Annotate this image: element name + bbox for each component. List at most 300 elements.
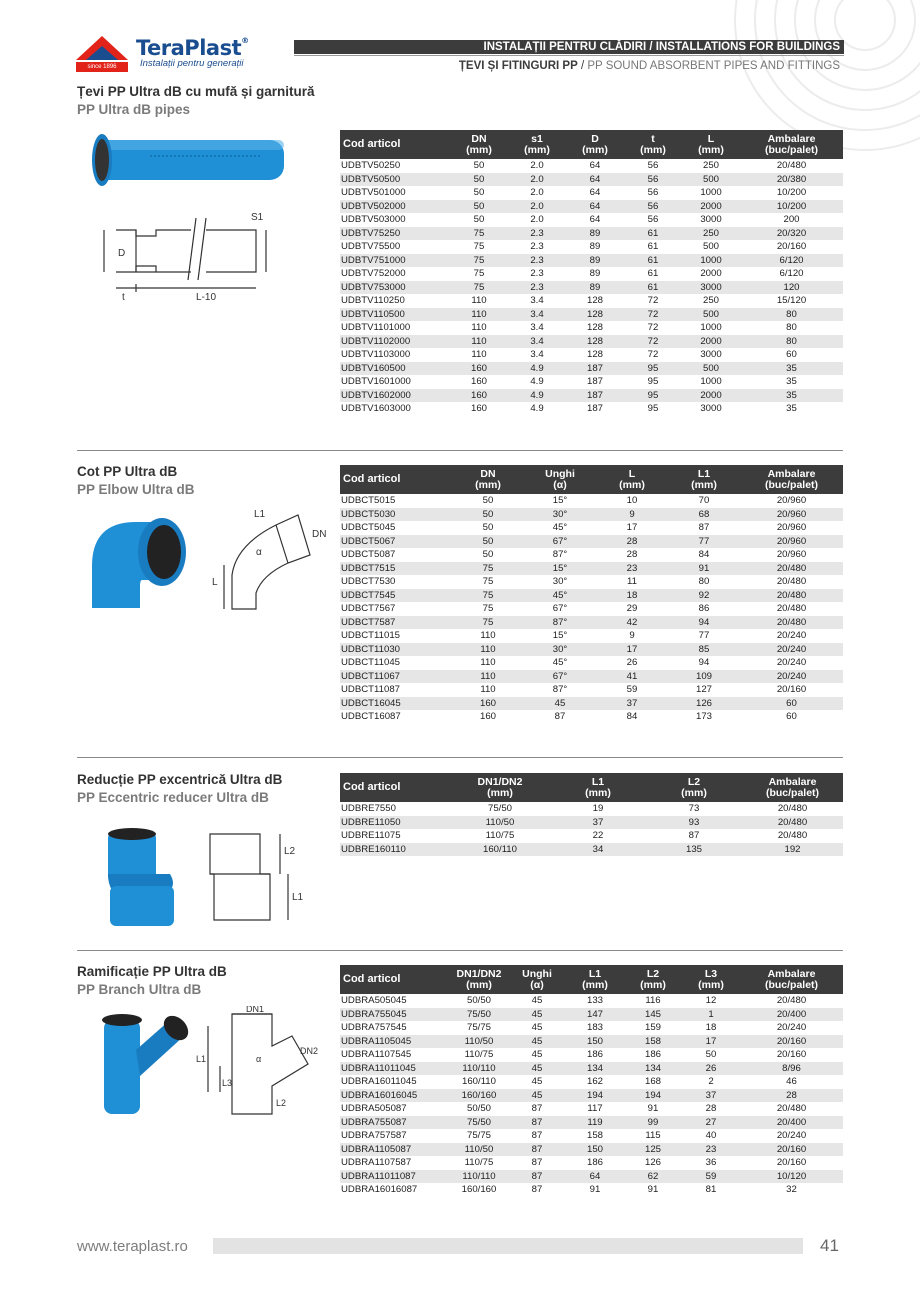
- table-cell: UDBTV1602000: [340, 389, 450, 403]
- table-cell: 75: [473, 268, 485, 279]
- table-cell: 20/240: [776, 630, 807, 641]
- table-cell: 20/240: [740, 643, 843, 657]
- table-cell: 183: [586, 1022, 603, 1033]
- table-cell: 2.0: [508, 173, 566, 187]
- table-cell: 73: [688, 803, 700, 814]
- table-cell: UDBTV75500: [341, 241, 401, 252]
- table-cell: 2000: [682, 335, 740, 349]
- table-row: [340, 1008, 843, 1022]
- table-cell: 56: [647, 187, 659, 198]
- table-cell: 75/50: [487, 803, 512, 814]
- section-divider: [77, 757, 843, 758]
- table-cell: UDBCT11067: [340, 670, 452, 684]
- column-header: Cod articol: [340, 130, 450, 159]
- table-cell: 23: [682, 1143, 740, 1157]
- table-row: [340, 494, 843, 508]
- table-cell: 160/110: [462, 1076, 496, 1087]
- column-header: L (mm): [596, 465, 668, 494]
- column-header: DN (mm): [450, 130, 508, 159]
- table-cell: 50: [450, 173, 508, 187]
- table-row: [340, 362, 843, 376]
- table-cell: 45°: [524, 589, 596, 603]
- table-cell: 500: [682, 308, 740, 322]
- table-header-row: [340, 965, 843, 994]
- table-cell: UDBTV1103000: [341, 349, 411, 360]
- table-cell: 187: [586, 403, 603, 414]
- table-row: [340, 1170, 843, 1184]
- table-cell: UDBCT11087: [341, 684, 401, 695]
- table-cell: 10: [626, 495, 638, 506]
- table-cell: 26: [682, 1062, 740, 1076]
- table-cell: 187: [586, 376, 603, 387]
- table-row: [340, 308, 843, 322]
- table-cell: 30°: [524, 643, 596, 657]
- table-cell: UDBRA1105087: [340, 1143, 450, 1157]
- table-cell: 28: [626, 549, 638, 560]
- table-cell: UDBTV50250: [341, 160, 401, 171]
- table-cell: 67°: [552, 603, 568, 614]
- table-cell: 45°: [552, 522, 568, 533]
- table-cell: 162: [586, 1076, 603, 1087]
- table-cell: 110/75: [485, 830, 515, 841]
- section-title-branch: Ramificație PP Ultra dB: [77, 964, 227, 979]
- table-cell: 20/160: [740, 1035, 843, 1049]
- table-row: [340, 213, 843, 227]
- table-cell: UDBCT5030: [340, 508, 452, 522]
- table-cell: 20/960: [776, 549, 807, 560]
- table-row: [340, 321, 843, 335]
- table-cell: 2.0: [530, 187, 544, 198]
- table-cell: 20/160: [776, 684, 807, 695]
- table-cell: 187: [566, 389, 624, 403]
- table-cell: 20/320: [740, 227, 843, 241]
- table-cell: 6/120: [740, 254, 843, 268]
- table-cell: 45: [524, 697, 596, 711]
- column-header: L1 (mm): [566, 965, 624, 994]
- table-cell: 110: [471, 349, 487, 360]
- label-d: D: [118, 248, 126, 259]
- table-cell: 20/480: [776, 160, 807, 171]
- column-header: Ambalare (buc/palet): [742, 773, 843, 802]
- table-cell: 110/110: [450, 1062, 508, 1076]
- table-row: [340, 389, 843, 403]
- column-header: Cod articol: [340, 965, 450, 994]
- table-cell: UDBCT5045: [341, 522, 396, 533]
- table-cell: 56: [647, 160, 659, 171]
- table-cell: 45: [531, 1049, 543, 1060]
- table-cell: 60: [786, 711, 797, 722]
- column-header: L2 (mm): [646, 773, 742, 802]
- table-row: [340, 375, 843, 389]
- table-cell: 20/240: [776, 1130, 807, 1141]
- table-cell: 110: [471, 322, 487, 333]
- table-cell: 2.3: [508, 254, 566, 268]
- page-number: 41: [820, 1236, 839, 1255]
- table-cell: 160: [470, 376, 487, 387]
- table-row: [340, 710, 843, 724]
- table-cell: 160: [470, 403, 487, 414]
- table-cell: 50: [482, 522, 494, 533]
- table-cell: 128: [586, 295, 603, 306]
- table-cell: 89: [589, 268, 601, 279]
- table-cell: UDBTV1102000: [340, 335, 450, 349]
- table-cell: 89: [566, 254, 624, 268]
- table-row: [340, 348, 843, 362]
- table-cell: 75: [450, 227, 508, 241]
- table-cell: UDBRA505045: [341, 995, 407, 1006]
- table-cell: 61: [624, 281, 682, 295]
- table-cell: 87°: [524, 616, 596, 630]
- label-l1: L1: [254, 509, 266, 520]
- table-cell: UDBRE11050: [340, 816, 450, 830]
- table-cell: 2.0: [508, 200, 566, 214]
- table-cell: 87: [698, 522, 710, 533]
- table-cell: 27: [682, 1116, 740, 1130]
- column-header: DN1/DN2 (mm): [450, 773, 550, 802]
- pipe-product-image: [80, 126, 290, 192]
- table-cell: 61: [647, 241, 659, 252]
- table-cell: 11: [627, 576, 637, 587]
- column-header: Cod articol: [340, 773, 450, 802]
- table-cell: UDBTV502000: [340, 200, 450, 214]
- table-cell: 194: [566, 1089, 624, 1103]
- table-cell: 30°: [524, 508, 596, 522]
- table-row: [340, 508, 843, 522]
- table-cell: 128: [586, 322, 603, 333]
- table-cell: 34: [550, 843, 646, 857]
- table-cell: 75/50: [450, 1008, 508, 1022]
- table-cell: 10/200: [740, 200, 843, 214]
- table-cell: 134: [566, 1062, 624, 1076]
- table-cell: 20/160: [776, 1049, 807, 1060]
- label-l1: L1: [196, 1054, 207, 1064]
- table-cell: 147: [566, 1008, 624, 1022]
- table-cell: 500: [682, 173, 740, 187]
- table-cell: 18: [596, 589, 668, 603]
- table-row: [340, 802, 843, 816]
- table-cell: 72: [647, 295, 659, 306]
- table-cell: 64: [589, 214, 601, 225]
- table-cell: 84: [626, 711, 638, 722]
- table-cell: 20/960: [740, 508, 843, 522]
- table-cell: 19: [592, 803, 604, 814]
- table-cell: 110: [450, 335, 508, 349]
- table-cell: 37: [682, 1089, 740, 1103]
- table-cell: 26: [626, 657, 638, 668]
- table-cell: 20/160: [776, 1157, 807, 1168]
- table-cell: 2000: [682, 200, 740, 214]
- table-cell: 95: [624, 362, 682, 376]
- table-row: [340, 1102, 843, 1116]
- branch-product-image: [96, 1010, 190, 1116]
- table-cell: 75: [482, 576, 494, 587]
- table-cell: 45: [531, 1022, 543, 1033]
- table-cell: 4.9: [508, 362, 566, 376]
- table-cell: 119: [566, 1116, 624, 1130]
- table-cell: 1000: [700, 322, 722, 333]
- table-cell: 20/240: [740, 670, 843, 684]
- table-cell: 75: [452, 562, 524, 576]
- table-cell: 75/75: [466, 1022, 491, 1033]
- table-cell: 28: [740, 1089, 843, 1103]
- table-cell: 150: [566, 1143, 624, 1157]
- column-header: Ambalare (buc/palet): [740, 965, 843, 994]
- label-l1: L1: [292, 892, 304, 903]
- table-cell: UDBRA11011045: [340, 1062, 450, 1076]
- table-cell: 20/480: [776, 1103, 807, 1114]
- table-cell: 1: [682, 1008, 740, 1022]
- table-cell: 158: [624, 1035, 682, 1049]
- table-cell: 500: [702, 241, 719, 252]
- table-cell: 77: [668, 535, 740, 549]
- table-cell: 72: [647, 349, 659, 360]
- table-cell: 3.4: [508, 308, 566, 322]
- label-l2: L2: [284, 846, 296, 857]
- table-cell: 64: [589, 187, 601, 198]
- table-cell: 77: [698, 630, 710, 641]
- table-cell: 194: [624, 1089, 682, 1103]
- table-cell: 23: [596, 562, 668, 576]
- table-cell: 2.3: [508, 227, 566, 241]
- table-row: [340, 670, 843, 684]
- table-row: [340, 281, 843, 295]
- table-cell: 50: [452, 535, 524, 549]
- table-cell: UDBTV1101000: [341, 322, 411, 333]
- table-cell: 158: [586, 1130, 603, 1141]
- table-cell: 35: [740, 362, 843, 376]
- label-alpha: α: [256, 1054, 262, 1064]
- section-subtitle-elbow: PP Elbow Ultra dB: [77, 482, 195, 497]
- table-cell: 75/50: [450, 1116, 508, 1130]
- table-cell: 93: [646, 816, 742, 830]
- table-cell: 3000: [700, 349, 722, 360]
- table-cell: 68: [668, 508, 740, 522]
- table-cell: 110/50: [450, 1035, 508, 1049]
- column-header: Unghi (α): [508, 965, 566, 994]
- table-cell: 159: [644, 1022, 661, 1033]
- table-cell: 3.4: [530, 349, 544, 360]
- table-cell: 250: [682, 227, 740, 241]
- label-l3: L3: [222, 1078, 233, 1088]
- table-cell: 85: [668, 643, 740, 657]
- table-cell: UDBCT5015: [341, 495, 396, 506]
- table-cell: 40: [705, 1130, 717, 1141]
- table-cell: UDBTV110250: [341, 295, 405, 306]
- table-cell: 41: [596, 670, 668, 684]
- table-cell: 20/240: [776, 657, 807, 668]
- table-cell: UDBTV753000: [340, 281, 450, 295]
- table-cell: 110/50: [450, 1143, 508, 1157]
- table-cell: 4.9: [530, 403, 544, 414]
- table-row: [340, 616, 843, 630]
- table-cell: 94: [698, 657, 710, 668]
- table-cell: 115: [645, 1130, 661, 1141]
- table-cell: 1000: [700, 376, 722, 387]
- table-cell: UDBTV751000: [340, 254, 450, 268]
- label-length: L-10: [196, 292, 217, 303]
- table-cell: 110/75: [464, 1049, 494, 1060]
- table-cell: UDBRA16016045: [340, 1089, 450, 1103]
- table-cell: 35: [786, 376, 797, 387]
- table-row: [340, 402, 843, 416]
- table-cell: UDBRA755045: [340, 1008, 450, 1022]
- table-cell: 80: [740, 335, 843, 349]
- table-cell: 35: [740, 389, 843, 403]
- table-header-row: [340, 130, 843, 159]
- table-cell: 168: [644, 1076, 661, 1087]
- table-row: [340, 575, 843, 589]
- table-cell: UDBTV503000: [341, 214, 406, 225]
- table-cell: 110: [471, 295, 487, 306]
- table-cell: UDBRE11075: [341, 830, 401, 841]
- table-cell: 2.3: [530, 268, 544, 279]
- table-cell: UDBRA16016087: [341, 1184, 418, 1195]
- column-header: Unghi (α): [524, 465, 596, 494]
- table-cell: 128: [566, 335, 624, 349]
- table-cell: 75: [450, 254, 508, 268]
- footer-url: www.teraplast.ro: [77, 1238, 188, 1255]
- table-cell: 20/380: [740, 173, 843, 187]
- pipes-table: [340, 130, 843, 416]
- reducer-product-image: [100, 824, 180, 930]
- table-cell: 160: [450, 362, 508, 376]
- table-cell: 500: [682, 362, 740, 376]
- table-row: [340, 994, 843, 1008]
- table-cell: 3.4: [530, 295, 544, 306]
- table-cell: 4.9: [530, 376, 544, 387]
- table-cell: 50: [482, 549, 494, 560]
- table-cell: 86: [698, 603, 710, 614]
- table-row: [340, 227, 843, 241]
- table-cell: UDBRA16011045: [341, 1076, 417, 1087]
- column-header: L1 (mm): [668, 465, 740, 494]
- table-cell: 160: [479, 711, 496, 722]
- table-cell: 70: [698, 495, 710, 506]
- table-cell: UDBCT16087: [341, 711, 401, 722]
- label-dn: DN: [312, 529, 327, 540]
- table-cell: 50/50: [466, 1103, 491, 1114]
- table-cell: 72: [624, 308, 682, 322]
- table-row: [340, 683, 843, 697]
- table-cell: 37: [596, 697, 668, 711]
- table-cell: UDBCT7515: [340, 562, 452, 576]
- table-row: [340, 629, 843, 643]
- table-cell: 18: [705, 1022, 717, 1033]
- table-cell: 87: [554, 711, 566, 722]
- table-cell: 61: [624, 254, 682, 268]
- table-row: [340, 589, 843, 603]
- table-cell: 87: [688, 830, 700, 841]
- table-cell: 20/480: [777, 830, 808, 841]
- section-divider: [77, 450, 843, 451]
- section-subtitle-pipes: PP Ultra dB pipes: [77, 102, 191, 117]
- label-s1: S1: [251, 212, 264, 223]
- table-cell: 72: [647, 322, 659, 333]
- table-cell: 15°: [524, 562, 596, 576]
- table-row: [340, 843, 843, 857]
- table-cell: UDBRA755087: [340, 1116, 450, 1130]
- table-row: [340, 1143, 843, 1157]
- table-cell: 28: [705, 1103, 717, 1114]
- table-cell: 120: [740, 281, 843, 295]
- table-cell: 91: [668, 562, 740, 576]
- table-row: [340, 1075, 843, 1089]
- table-cell: 95: [647, 403, 659, 414]
- table-cell: 46: [786, 1076, 797, 1087]
- column-header: Ambalare (buc/palet): [740, 465, 843, 494]
- table-cell: 50/50: [466, 995, 491, 1006]
- table-cell: 45: [508, 1089, 566, 1103]
- table-cell: 56: [624, 173, 682, 187]
- reducer-technical-drawing: [200, 826, 310, 926]
- table-cell: 2000: [682, 389, 740, 403]
- table-row: [340, 697, 843, 711]
- table-row: [340, 240, 843, 254]
- table-cell: 67°: [524, 535, 596, 549]
- table-cell: 87: [508, 1170, 566, 1184]
- table-cell: 22: [592, 830, 604, 841]
- table-cell: 17: [626, 522, 638, 533]
- table-cell: 3.4: [530, 322, 544, 333]
- table-row: [340, 1129, 843, 1143]
- table-row: [340, 602, 843, 616]
- table-cell: 45: [531, 995, 543, 1006]
- table-cell: 87: [531, 1184, 543, 1195]
- table-cell: 67°: [524, 670, 596, 684]
- table-cell: 56: [647, 214, 659, 225]
- branch-table: [340, 965, 843, 1197]
- table-cell: UDBRE7550: [341, 803, 396, 814]
- table-row: [340, 521, 843, 535]
- table-cell: 128: [586, 349, 603, 360]
- table-cell: 126: [644, 1157, 661, 1168]
- table-cell: 160/160: [450, 1089, 508, 1103]
- table-cell: UDBCT7567: [341, 603, 396, 614]
- table-cell: UDBCT5087: [341, 549, 396, 560]
- table-cell: 1000: [682, 254, 740, 268]
- table-cell: 64: [589, 160, 601, 171]
- table-cell: 12: [705, 995, 717, 1006]
- table-cell: 187: [566, 362, 624, 376]
- table-cell: 45: [508, 1008, 566, 1022]
- table-cell: 80: [740, 308, 843, 322]
- table-cell: 128: [566, 308, 624, 322]
- table-cell: UDBCT11015: [341, 630, 401, 641]
- column-header: DN1/DN2 (mm): [450, 965, 508, 994]
- table-cell: 186: [586, 1157, 603, 1168]
- table-cell: 110: [480, 657, 496, 668]
- table-cell: 50: [452, 508, 524, 522]
- table-row: [340, 173, 843, 187]
- table-cell: 125: [624, 1143, 682, 1157]
- table-cell: 84: [698, 549, 710, 560]
- table-cell: 110: [452, 670, 524, 684]
- table-cell: 110: [450, 308, 508, 322]
- table-cell: 135: [646, 843, 742, 857]
- table-cell: 75: [482, 603, 494, 614]
- table-cell: 116: [645, 995, 661, 1006]
- table-cell: 29: [626, 603, 638, 614]
- table-cell: 2: [708, 1076, 714, 1087]
- table-cell: 60: [740, 697, 843, 711]
- table-cell: 59: [626, 684, 638, 695]
- table-cell: 2.0: [530, 160, 544, 171]
- label-alpha: α: [256, 547, 262, 558]
- table-cell: 2.0: [530, 214, 544, 225]
- table-cell: 127: [695, 684, 712, 695]
- table-cell: UDBRA757545: [341, 1022, 407, 1033]
- table-cell: UDBRA11011087: [340, 1170, 450, 1184]
